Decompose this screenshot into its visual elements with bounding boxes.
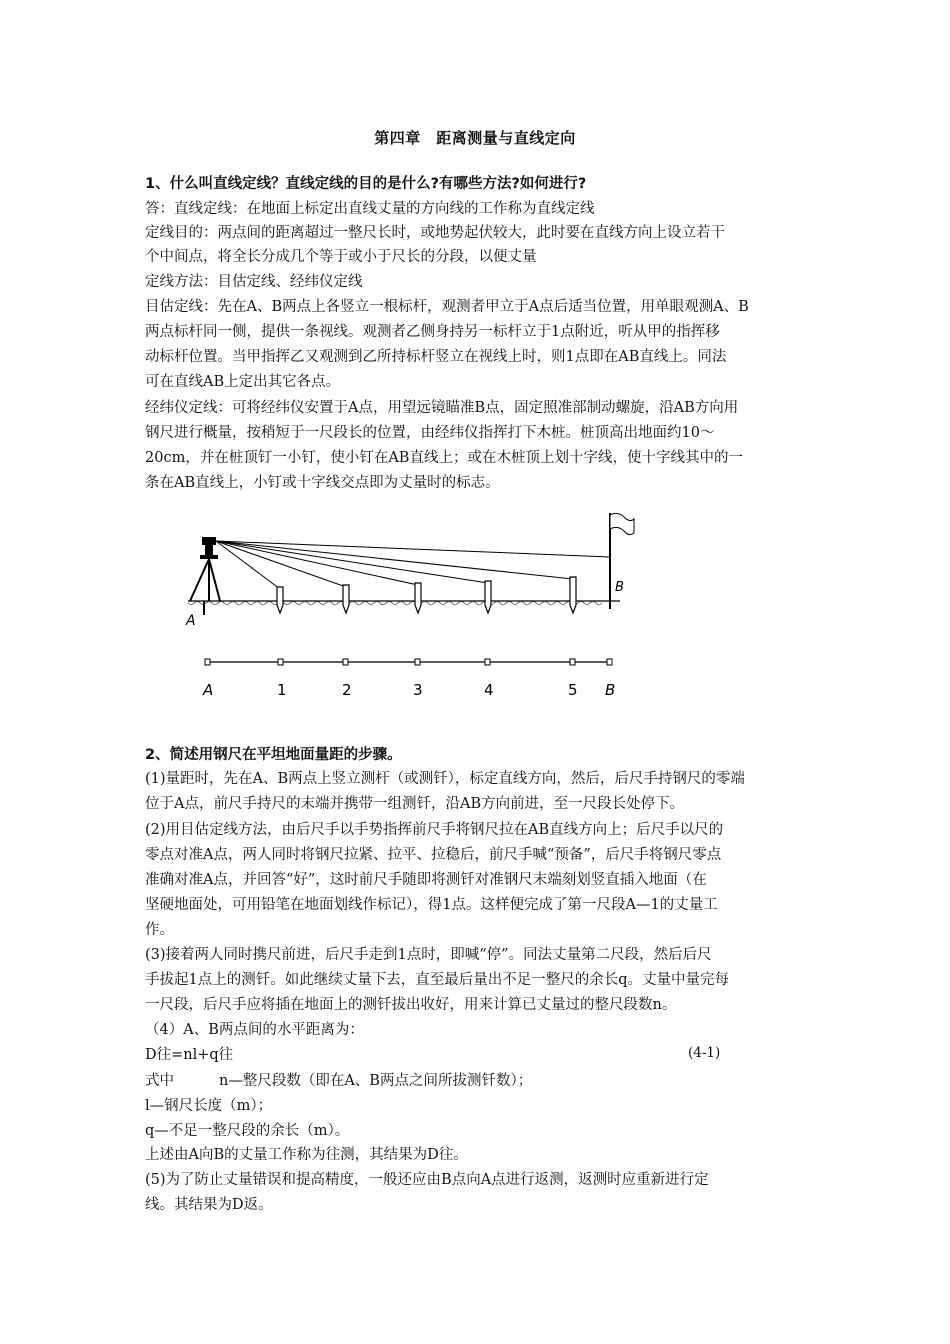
q1-line: 两点标杆同一侧，提供一条视线。观测者乙侧身持另一标杆立于1点附近，听从甲的指挥移 xyxy=(145,324,720,340)
q2-heading: 2、简述用钢尺在平坦地面量距的步骤。 xyxy=(145,747,402,763)
scale-line xyxy=(205,659,612,665)
q1-line: 经纬仪定线：可将经纬仪安置于A点，用望远镜瞄准B点，固定照准部制动螺旋，沿AB方向用 xyxy=(145,400,739,416)
ground-line xyxy=(188,601,620,605)
q2-line: （4）A、B两点间的水平距离为： xyxy=(145,1022,364,1038)
sight-lines xyxy=(216,541,610,589)
q2-line: 零点对准A点，两人同时将钢尺拉紧、拉平、拉稳后，前尺手喊“预备”，后尺手将钢尺零点 xyxy=(145,847,722,863)
q2-tail-line: 上述由A向B的丈量工作称为往测，其结果为D往。 xyxy=(145,1147,468,1163)
q2-line: 位于A点，前尺手持尺的末端并携带一组测钎，沿AB方向前进，至一尺段长处停下。 xyxy=(145,796,685,812)
q2-line: 准确对准A点，并回答“好”，这时前尺手随即将测钎对准钢尺末端刻划竖直插入地面（在 xyxy=(145,872,707,888)
axis-label: A xyxy=(203,681,214,699)
q2-line: (3)接着两人同时携尺前进，后尺手走到1点时，即喊“停”。同法丈量第二尺段，然后后尺 xyxy=(145,947,712,963)
where-q: q—不足一整尺段的余长（m）。 xyxy=(145,1123,350,1139)
q2-line: (2)用目估定线方法，由后尺手以手势指挥前尺手将钢尺拉在AB直线方向上；后尺手以尺的 xyxy=(145,822,724,838)
q1-line: 目估定线：先在A、B两点上各竖立一根标杆，观测者甲立于A点后适当位置，用单眼观测A、B xyxy=(145,299,749,315)
q2-line: 手拔起1点上的测钎。如此继续丈量下去，直至最后量出不足一整尺的余长q。丈量中量完每 xyxy=(145,972,730,988)
q2-line: 作。 xyxy=(145,922,174,938)
where-l: l—钢尺长度（m）； xyxy=(145,1098,273,1114)
q1-line: 可在直线AB上定出其它各点。 xyxy=(145,374,341,390)
fig-label-b: B xyxy=(615,580,624,595)
axis-label: 1 xyxy=(277,681,287,699)
q1-line: 定线方法：目估定线、经纬仪定线 xyxy=(145,274,363,290)
formula-number: (4-1) xyxy=(688,1045,721,1061)
q1-line: 定线目的：两点间的距离超过一整尺长时，或地势起伏较大，此时要在直线方向上设立若干 xyxy=(145,225,725,241)
where-label: 式中 xyxy=(145,1073,174,1089)
q2-line: 一尺段，后尺手应将插在地面上的测钎拔出收好，用来计算已丈量过的整尺段数n。 xyxy=(145,997,677,1013)
q1-line: 个中间点，将全长分成几个等于或小于尺长的分段，以便丈量 xyxy=(145,249,537,265)
q2-tail-line: (5)为了防止丈量错误和提高精度，一般还应由B点向A点进行返测，返测时应重新进行定 xyxy=(145,1172,709,1188)
q1-line: 条在AB直线上，小钉或十字线交点即为丈量时的标志。 xyxy=(145,475,500,491)
q1-line: 20cm，并在桩顶钉一小钉，使小钉在AB直线上；或在木桩顶上划十字线，使十字线其中的一 xyxy=(145,450,743,466)
axis-label: 4 xyxy=(484,681,494,699)
stake-markers xyxy=(277,577,576,613)
axis-label: 3 xyxy=(413,681,423,699)
fig-label-a: A xyxy=(186,613,196,629)
q1-line: 钢尺进行概量，按稍短于一尺段长的位置，由经纬仪指挥打下木桩。桩顶高出地面约10～ xyxy=(145,425,715,441)
theodolite-icon xyxy=(190,537,220,615)
q2-tail-line: 线。其结果为D返。 xyxy=(145,1197,273,1213)
q1-line: 动标杆位置。当甲指挥乙又观测到乙所持标杆竖立在视线上时，则1点即在AB直线上。同法 xyxy=(145,349,727,365)
q1-heading: 1、什么叫直线定线？直线定线的目的是什么?有哪些方法?如何进行? xyxy=(145,176,587,192)
q2-line: (1)量距时，先在A、B两点上竖立测杆（或测钎），标定直线方向，然后，后尺手持钢尺的零端 xyxy=(145,771,745,787)
q1-line: 答：直线定线：在地面上标定出直线丈量的方向线的工作称为直线定线 xyxy=(145,201,595,217)
line-alignment-figure xyxy=(180,505,640,705)
axis-label: 5 xyxy=(568,681,578,699)
axis-label: B xyxy=(605,681,616,699)
q2-line: 坚硬地面处，可用铅笔在地面划线作标记），得1点。这样便完成了第一尺段A—1的丈量工 xyxy=(145,897,718,913)
axis-label: 2 xyxy=(342,681,352,699)
where-n: n—整尺段数（即在A、B两点之间所拔测钎数）； xyxy=(219,1073,533,1089)
formula: D往=nl+q往 xyxy=(145,1047,234,1063)
chapter-title: 第四章 距离测量与直线定向 xyxy=(374,129,576,147)
